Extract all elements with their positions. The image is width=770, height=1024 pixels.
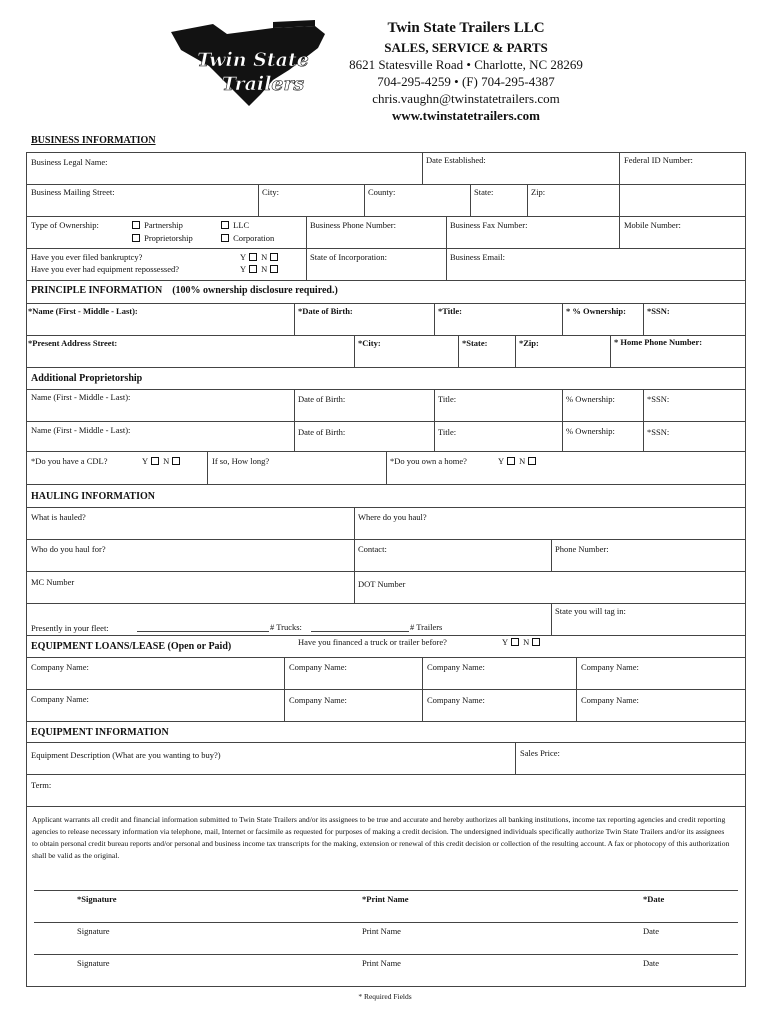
state-field[interactable]: State: <box>474 187 494 197</box>
principle-zip-field[interactable]: *Zip: <box>519 338 539 348</box>
checkbox-icon <box>151 457 159 465</box>
company-logo <box>165 18 337 112</box>
checkbox-icon <box>270 265 278 273</box>
principle-ownership-field[interactable]: * % Ownership: <box>566 306 626 316</box>
additional-ownership-field-1[interactable]: % Ownership: <box>566 394 615 404</box>
date-label-3[interactable]: Date <box>643 958 660 968</box>
additional-name-field-1[interactable]: Name (First - Middle - Last): <box>31 392 131 402</box>
loans-heading: EQUIPMENT LOANS/LEASE (Open or Paid) <box>31 641 232 652</box>
additional-title-field-1[interactable]: Title: <box>438 394 457 404</box>
print-name-label-3[interactable]: Print Name <box>362 958 401 968</box>
trailers-field[interactable]: # Trailers <box>410 622 443 632</box>
checkbox-icon <box>221 221 229 229</box>
company-tagline: SALES, SERVICE & PARTS <box>384 40 548 55</box>
principle-dob-field[interactable]: *Date of Birth: <box>298 306 353 316</box>
mobile-number-field[interactable]: Mobile Number: <box>624 220 681 230</box>
checkbox-icon <box>532 638 540 646</box>
mc-number-field[interactable]: MC Number <box>31 577 75 587</box>
loan-company-2[interactable]: Company Name: <box>289 662 347 672</box>
principle-city-field[interactable]: *City: <box>358 338 381 348</box>
repossession-yn[interactable]: Y N <box>240 264 280 274</box>
proprietorship-checkbox[interactable] <box>131 233 193 243</box>
company-name: Twin State Trailers LLC <box>387 20 545 36</box>
repossession-question: Have you ever had equipment repossessed? <box>31 264 179 274</box>
where-haul-field[interactable]: Where do you haul? <box>358 512 427 522</box>
print-name-label-2[interactable]: Print Name <box>362 926 401 936</box>
checkbox-icon <box>221 234 229 242</box>
checkbox-icon <box>507 457 515 465</box>
company-phones: 704-295-4259 • (F) 704-295-4387 <box>377 74 555 89</box>
federal-id-field[interactable]: Federal ID Number: <box>624 155 693 165</box>
checkbox-icon <box>270 253 278 261</box>
date-label-2[interactable]: Date <box>643 926 660 936</box>
loan-company-8[interactable]: Company Name: <box>581 695 639 705</box>
checkbox-icon <box>249 265 257 273</box>
cdl-question: *Do you have a CDL? <box>31 456 108 466</box>
additional-ssn-field-1[interactable]: *SSN: <box>647 394 670 404</box>
contact-field[interactable]: Contact: <box>358 544 387 554</box>
county-field[interactable]: County: <box>368 187 396 197</box>
additional-dob-field-1[interactable]: Date of Birth: <box>298 394 346 404</box>
llc-checkbox[interactable] <box>220 220 249 230</box>
checkbox-icon <box>132 234 140 242</box>
haul-for-field[interactable]: Who do you haul for? <box>31 544 106 554</box>
term-field[interactable]: Term: <box>31 780 52 790</box>
cdl-how-long-field[interactable]: If so, How long? <box>212 456 270 466</box>
zip-field[interactable]: Zip: <box>531 187 546 197</box>
checkbox-icon <box>172 457 180 465</box>
fleet-label: Presently in your fleet: <box>31 623 109 633</box>
additional-heading: Additional Proprietorship <box>31 373 143 384</box>
company-email[interactable]: chris.vaughn@twinstatetrailers.com <box>372 91 560 106</box>
signature-label-3[interactable]: Signature <box>77 958 110 968</box>
bankruptcy-question: Have you ever filed bankruptcy? <box>31 252 143 262</box>
partnership-label: Partnership <box>144 220 183 230</box>
logo-text-bottom: Trailers <box>221 73 305 95</box>
business-phone-field[interactable]: Business Phone Number: <box>310 220 396 230</box>
llc-label: LLC <box>233 220 250 230</box>
required-fields-note: * Required Fields <box>358 992 412 1001</box>
principle-state-field[interactable]: *State: <box>462 338 488 348</box>
company-address: 8621 Statesville Road • Charlotte, NC 28269 <box>349 57 583 72</box>
required-print-name-label[interactable]: *Print Name <box>362 894 409 904</box>
business-email-field[interactable]: Business Email: <box>450 252 506 262</box>
corporation-label: Corporation <box>233 233 275 243</box>
signature-label-2[interactable]: Signature <box>77 926 110 936</box>
business-legal-name-field[interactable]: Business Legal Name: <box>31 157 108 167</box>
loan-company-5[interactable]: Company Name: <box>31 694 89 704</box>
logo-text-top: Twin State <box>197 49 309 71</box>
cdl-yn[interactable]: Y N <box>142 456 182 466</box>
loan-company-7[interactable]: Company Name: <box>427 695 485 705</box>
company-website[interactable]: www.twinstatetrailers.com <box>391 108 540 123</box>
hauling-phone-field[interactable]: Phone Number: <box>555 544 609 554</box>
principle-ssn-field[interactable]: *SSN: <box>647 306 670 316</box>
equipment-description-field[interactable]: Equipment Description (What are you wanting to buy?) <box>31 750 221 760</box>
principle-title-field[interactable]: *Title: <box>438 306 462 316</box>
corporation-checkbox[interactable] <box>220 233 274 243</box>
sales-price-field[interactable]: Sales Price: <box>520 748 560 758</box>
loan-company-3[interactable]: Company Name: <box>427 662 485 672</box>
dot-number-field[interactable]: DOT Number <box>358 579 406 589</box>
financed-question: Have you financed a truck or trailer before? <box>298 637 447 647</box>
additional-name-field-2[interactable]: Name (First - Middle - Last): <box>31 425 131 435</box>
additional-ssn-field-2[interactable]: *SSN: <box>647 427 670 437</box>
loan-company-4[interactable]: Company Name: <box>581 662 639 672</box>
trucks-field[interactable]: # Trucks: <box>270 622 302 632</box>
partnership-checkbox[interactable] <box>131 220 183 230</box>
business-fax-field[interactable]: Business Fax Number: <box>450 220 528 230</box>
loan-company-6[interactable]: Company Name: <box>289 695 347 705</box>
additional-dob-field-2[interactable]: Date of Birth: <box>298 427 346 437</box>
state-incorporation-field[interactable]: State of Incorporation: <box>310 252 387 262</box>
checkbox-icon <box>249 253 257 261</box>
city-field[interactable]: City: <box>262 187 280 197</box>
tag-state-field[interactable]: State you will tag in: <box>555 606 626 616</box>
principle-home-phone-field[interactable]: * Home Phone Number: <box>614 337 703 347</box>
what-hauled-field[interactable]: What is hauled? <box>31 512 86 522</box>
financed-yn[interactable]: Y N <box>502 637 542 647</box>
principle-heading: PRINCIPLE INFORMATION (100% ownership disclosure required.) <box>31 285 338 296</box>
additional-ownership-field-2[interactable]: % Ownership: <box>566 426 615 436</box>
equipment-heading: EQUIPMENT INFORMATION <box>31 727 169 738</box>
loan-company-1[interactable]: Company Name: <box>31 662 89 672</box>
additional-title-field-2[interactable]: Title: <box>438 427 457 437</box>
own-home-yn[interactable]: Y N <box>498 456 538 466</box>
mailing-street-field[interactable]: Business Mailing Street: <box>31 187 115 197</box>
required-date-label[interactable]: *Date <box>643 894 665 904</box>
checkbox-icon <box>528 457 536 465</box>
ownership-type-label: Type of Ownership: <box>31 220 99 230</box>
proprietorship-label: Proprietorship <box>144 233 193 243</box>
bankruptcy-yn[interactable]: Y N <box>240 252 280 262</box>
principle-name-field[interactable]: *Name (First - Middle - Last): <box>28 306 138 316</box>
date-established-field[interactable]: Date Established: <box>426 155 486 165</box>
business-heading: BUSINESS INFORMATION <box>31 135 156 146</box>
required-signature-label[interactable]: *Signature <box>77 894 117 904</box>
own-home-question: *Do you own a home? <box>390 456 467 466</box>
authorization-text: Applicant warrants all credit and financial information submitted to Twin State Trailers and/or its assignees to be true and accurate and hereby authorizes all banking institutions, income tax reporting agencies and credit reporting agencies to release necessary information via telephone, mail, Internet or facsimile as requested for purposes of making a credit decision. The undersigned individuals specifically authorize Twin State Trailers and/or its assignees to obtain personal credit bureau reports and/or personal and business income tax transcripts for the making, extension or renewal of this credit decision or collection of the resulting account. A fax or photocopy of this authorization shall be valid as the original. <box>32 815 730 860</box>
hauling-heading: HAULING INFORMATION <box>31 491 155 502</box>
principle-address-field[interactable]: *Present Address Street: <box>28 338 118 348</box>
checkbox-icon <box>132 221 140 229</box>
checkbox-icon <box>511 638 519 646</box>
